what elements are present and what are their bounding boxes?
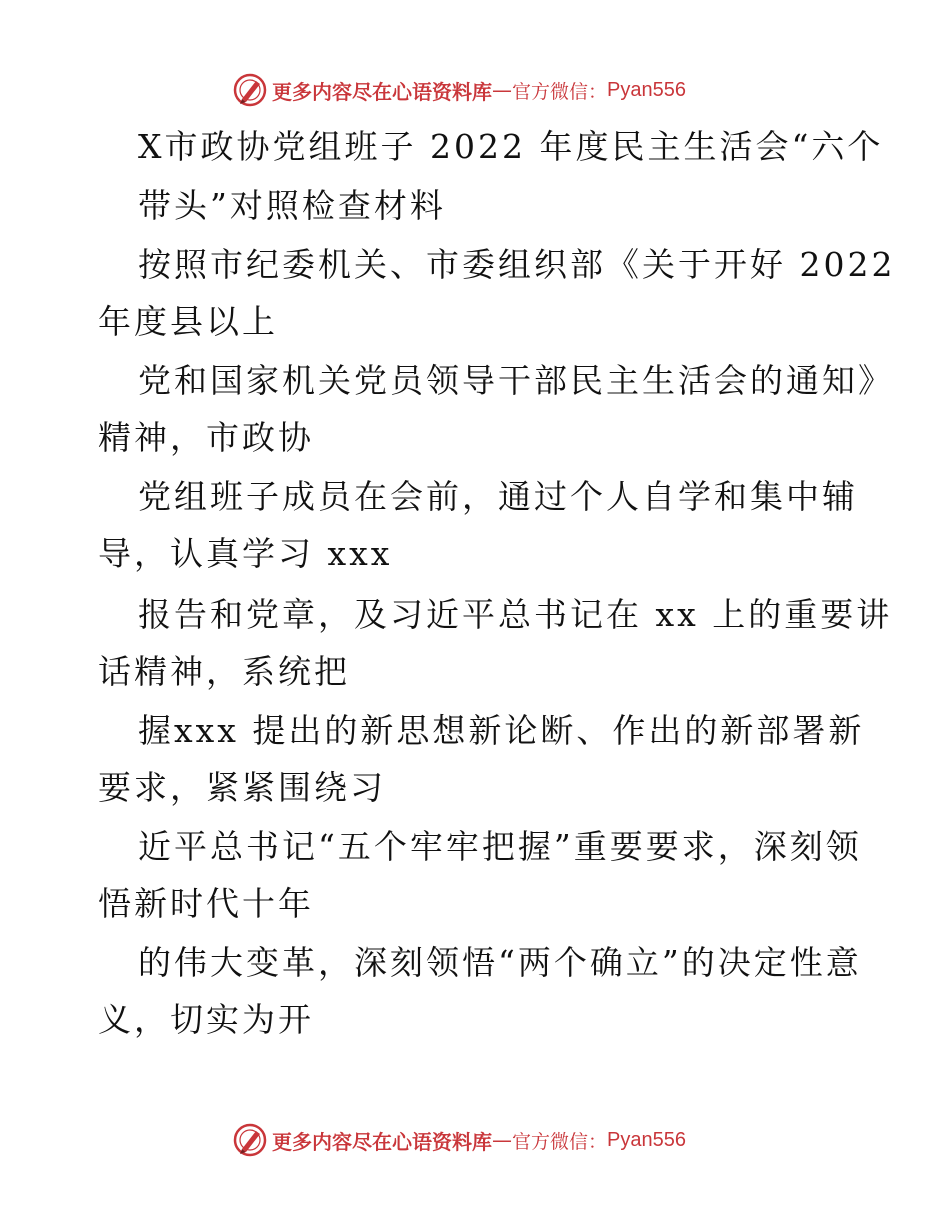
watermark-text: 更多内容尽在心语资料库 <box>272 1129 492 1154</box>
paragraph-line: 的伟大变革，深刻领悟“两个确立”的决定性意 <box>138 943 862 982</box>
paragraph-line: 导，认真学习 xxx <box>98 534 393 573</box>
paragraph-line: 报告和党章，及习近平总书记在 xx 上的重要讲 <box>138 595 893 634</box>
watermark-text: 更多内容尽在心语资料库 <box>272 79 492 104</box>
pen-circle-logo-icon <box>232 1122 268 1158</box>
paragraph-line: 悟新时代十年 <box>98 884 314 923</box>
watermark-banner-top <box>232 70 732 110</box>
paragraph-line: 党和国家机关党员领导干部民主生活会的通知》 <box>138 361 894 400</box>
paragraph-line: 握xxx 提出的新思想新论断、作出的新部署新 <box>138 711 865 750</box>
watermark-banner-bottom <box>232 1120 732 1160</box>
watermark-dash: — <box>492 1128 512 1152</box>
paragraph-line: 义，切实为开 <box>98 1000 314 1039</box>
pen-circle-logo-icon <box>232 72 268 108</box>
watermark-wechat-label: 官方微信： <box>512 80 608 103</box>
paragraph-line: 党组班子成员在会前，通过个人自学和集中辅 <box>138 477 858 516</box>
watermark-wechat-id: Pyan556 <box>607 1128 686 1151</box>
watermark-wechat-id: Pyan556 <box>607 78 686 101</box>
paragraph-line: 年度县以上 <box>98 302 278 341</box>
paragraph-line: 按照市纪委机关、市委组织部《关于开好 2022 <box>138 245 896 284</box>
paragraph-line: 近平总书记“五个牢牢把握”重要要求，深刻领 <box>138 827 862 866</box>
document-title-line-2: 带头”对照检查材料 <box>138 186 446 225</box>
watermark-wechat-label: 官方微信： <box>512 1130 608 1153</box>
paragraph-line: 精神，市政协 <box>98 418 314 457</box>
document-title-line-1: X市政协党组班子 2022 年度民主生活会“六个 <box>138 127 884 166</box>
watermark-dash: — <box>492 78 512 102</box>
paragraph-line: 要求，紧紧围绕习 <box>98 768 386 807</box>
paragraph-line: 话精神，系统把 <box>98 652 350 691</box>
